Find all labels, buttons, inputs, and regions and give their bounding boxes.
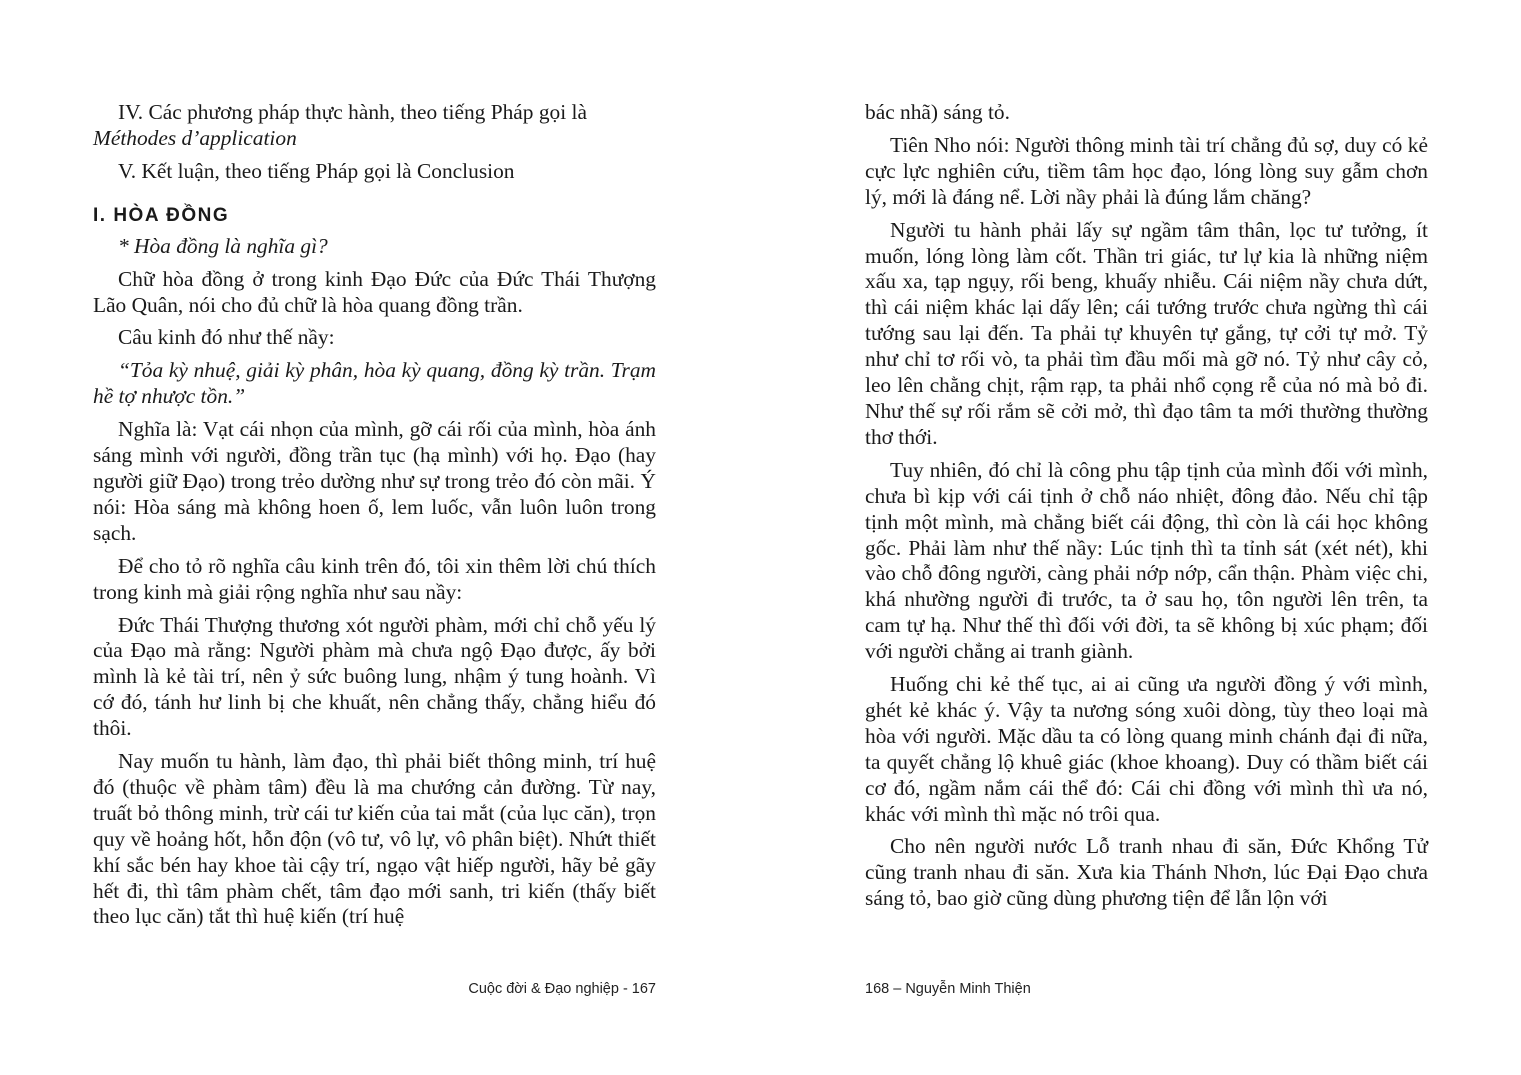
paragraph-continuation: bác nhã) sáng tỏ. [865,100,1010,124]
paragraph: Người tu hành phải lấy sự ngầm tâm thân, lọc tư tưởng, ít muốn, lóng lòng làm cốt. Thần tri giác, tư lự kia là những niệm xấu xa, tạp ngụy, rối beng, khuấy nhiễu. Cái niệm nầy chưa dứt, thì cái niệm khác lại dấy lên; cái tướng trước chưa ngừng thì cái tướng sau lại đến. Ta phải tự khuyên tự gắng, tự cởi tự mở. Tỷ như chỉ tơ rối vò, ta phải tìm đầu mối mà gỡ nó. Tỷ như cây cỏ, leo lên chằng chịt, rậm rạp, ta phải nhổ cọng rễ của nó mà bỏ đi. Như thế sự rối rắm sẽ cởi mở, thì đạo tâm ta mới thường thường thơ thới. [865,217,1428,449]
right-page-folio: 168 – Nguyễn Minh Thiện [865,981,1031,997]
paragraph: Nay muốn tu hành, làm đạo, thì phải biết thông minh, trí huệ đó (thuộc về phàm tâm) đều là ma chướng cản đường. Từ nay, truất bỏ thông minh, trừ cái tư kiến của tai mắt (của lục căn), trọn quy về hoảng hốt, hỗn độn (vô tư, vô lự, vô phân biệt). Nhứt thiết khí sắc bén hay khoe tài cậy trí, ngạo vật hiếp người, hãy bẻ gãy hết đi, thì tâm phàm chết, tâm đạo mới sanh, tri kiến (thấy biết theo lục căn) tắt thì huệ kiến (trí huệ [93,749,656,929]
right-page [865,0,1428,1075]
paragraph: Chữ hòa đồng ở trong kinh Đạo Đức của Đức Thái Thượng Lão Quân, nói cho đủ chữ là hòa quang đồng trần. [93,266,656,317]
paragraph: Đức Thái Thượng thương xót người phàm, mới chỉ chỗ yếu lý của Đạo mà rằng: Người phàm mà chưa ngộ Đạo được, ấy bởi mình là kẻ tài trí, nên ỷ sức buông lung, nhậm ý tung hoành. Vì cớ đó, tánh hư linh bị che khuất, nên chẳng thấy, chẳng hiểu đó thôi. [93,612,656,741]
paragraph: Huống chi kẻ thế tục, ai ai cũng ưa người đồng ý với mình, ghét kẻ khác ý. Vậy ta nương sóng xuôi dòng, tùy theo loại mà hòa với người. Mặc dầu ta có lòng quang minh chánh đại đi nữa, ta quyết chẳng lộ khuê giác (khoe khoang). Duy có thầm biết cái cơ đó, ngầm nắm cái thể đó: Cái chi đồng với mình thì ưa nó, khác với mình thì mặc nó trôi qua. [865,672,1428,826]
quotation: “Tỏa kỳ nhuệ, giải kỳ phân, hòa kỳ quang, đồng kỳ trần. Trạm hề tợ nhược tồn.” [93,358,656,409]
paragraph: Tuy nhiên, đó chỉ là công phu tập tịnh của mình đối với mình, chưa bì kịp với cái tịnh ở chỗ náo nhiệt, đông đảo. Nếu chỉ tập tịnh một mình, mà chẳng biết cái động, thì còn là cái học không gốc. Phải làm như thế nầy: Lúc tịnh thì ta tỉnh sát (xét nét), khi vào chỗ đông người, càng phải nớp nớp, cẩn thận. Phàm việc chi, khá nhường người đi trước, ta ở sau họ, tôn người lên trên, ta cam tự hạ. Như thế thì đối với đời, ta sẽ không bị xúc phạm; đối với người chẳng ai tranh giành. [865,457,1428,664]
right-page-body [865,100,1428,919]
paragraph: Tiên Nho nói: Người thông minh tài trí chẳng đủ sợ, duy có kẻ cực lực nghiên cứu, tiềm tâm học đạo, lóng lòng suy gẫm chơn lý, mới là đáng nể. Lời nầy phải là đúng lắm chăng? [865,132,1428,209]
outline-item-iv: IV. Các phương pháp thực hành, theo tiếng Pháp gọi là [118,100,587,124]
left-page [93,0,656,1075]
section-heading: I. HÒA ĐỒNG [93,204,230,226]
paragraph: Nghĩa là: Vạt cái nhọn của mình, gỡ cái rối của mình, hòa ánh sáng mình với người, đồng trần tục (hạ mình) với họ. Đạo (hay người giữ Đạo) trong trẻo dường như sự trong trẻo đó còn mãi. Ý nói: Hòa sáng mà không hoen ố, lem luốc, vẫn luôn luôn trong sạch. [93,417,656,545]
section-question: * Hòa đồng là nghĩa gì? [118,233,328,258]
paragraph: Để cho tỏ rõ nghĩa câu kinh trên đó, tôi xin thêm lời chú thích trong kinh mà giải rộng nghĩa như sau nầy: [93,553,656,604]
outline-item-iv-continuation: Méthodes d’application [93,125,297,150]
left-page-folio: Cuộc đời & Đạo nghiệp - 167 [468,981,656,997]
paragraph: Cho nên người nước Lỗ tranh nhau đi săn, Đức Khổng Tử cũng tranh nhau đi săn. Xưa kia Thánh Nhơn, lúc Đại Đạo chưa sáng tỏ, bao giờ cũng dùng phương tiện để lẫn lộn với [865,834,1428,911]
outline-item-v: V. Kết luận, theo tiếng Pháp gọi là Conclusion [118,158,515,183]
left-page-body [93,100,656,937]
paragraph: Câu kinh đó như thế nầy: [118,325,335,350]
